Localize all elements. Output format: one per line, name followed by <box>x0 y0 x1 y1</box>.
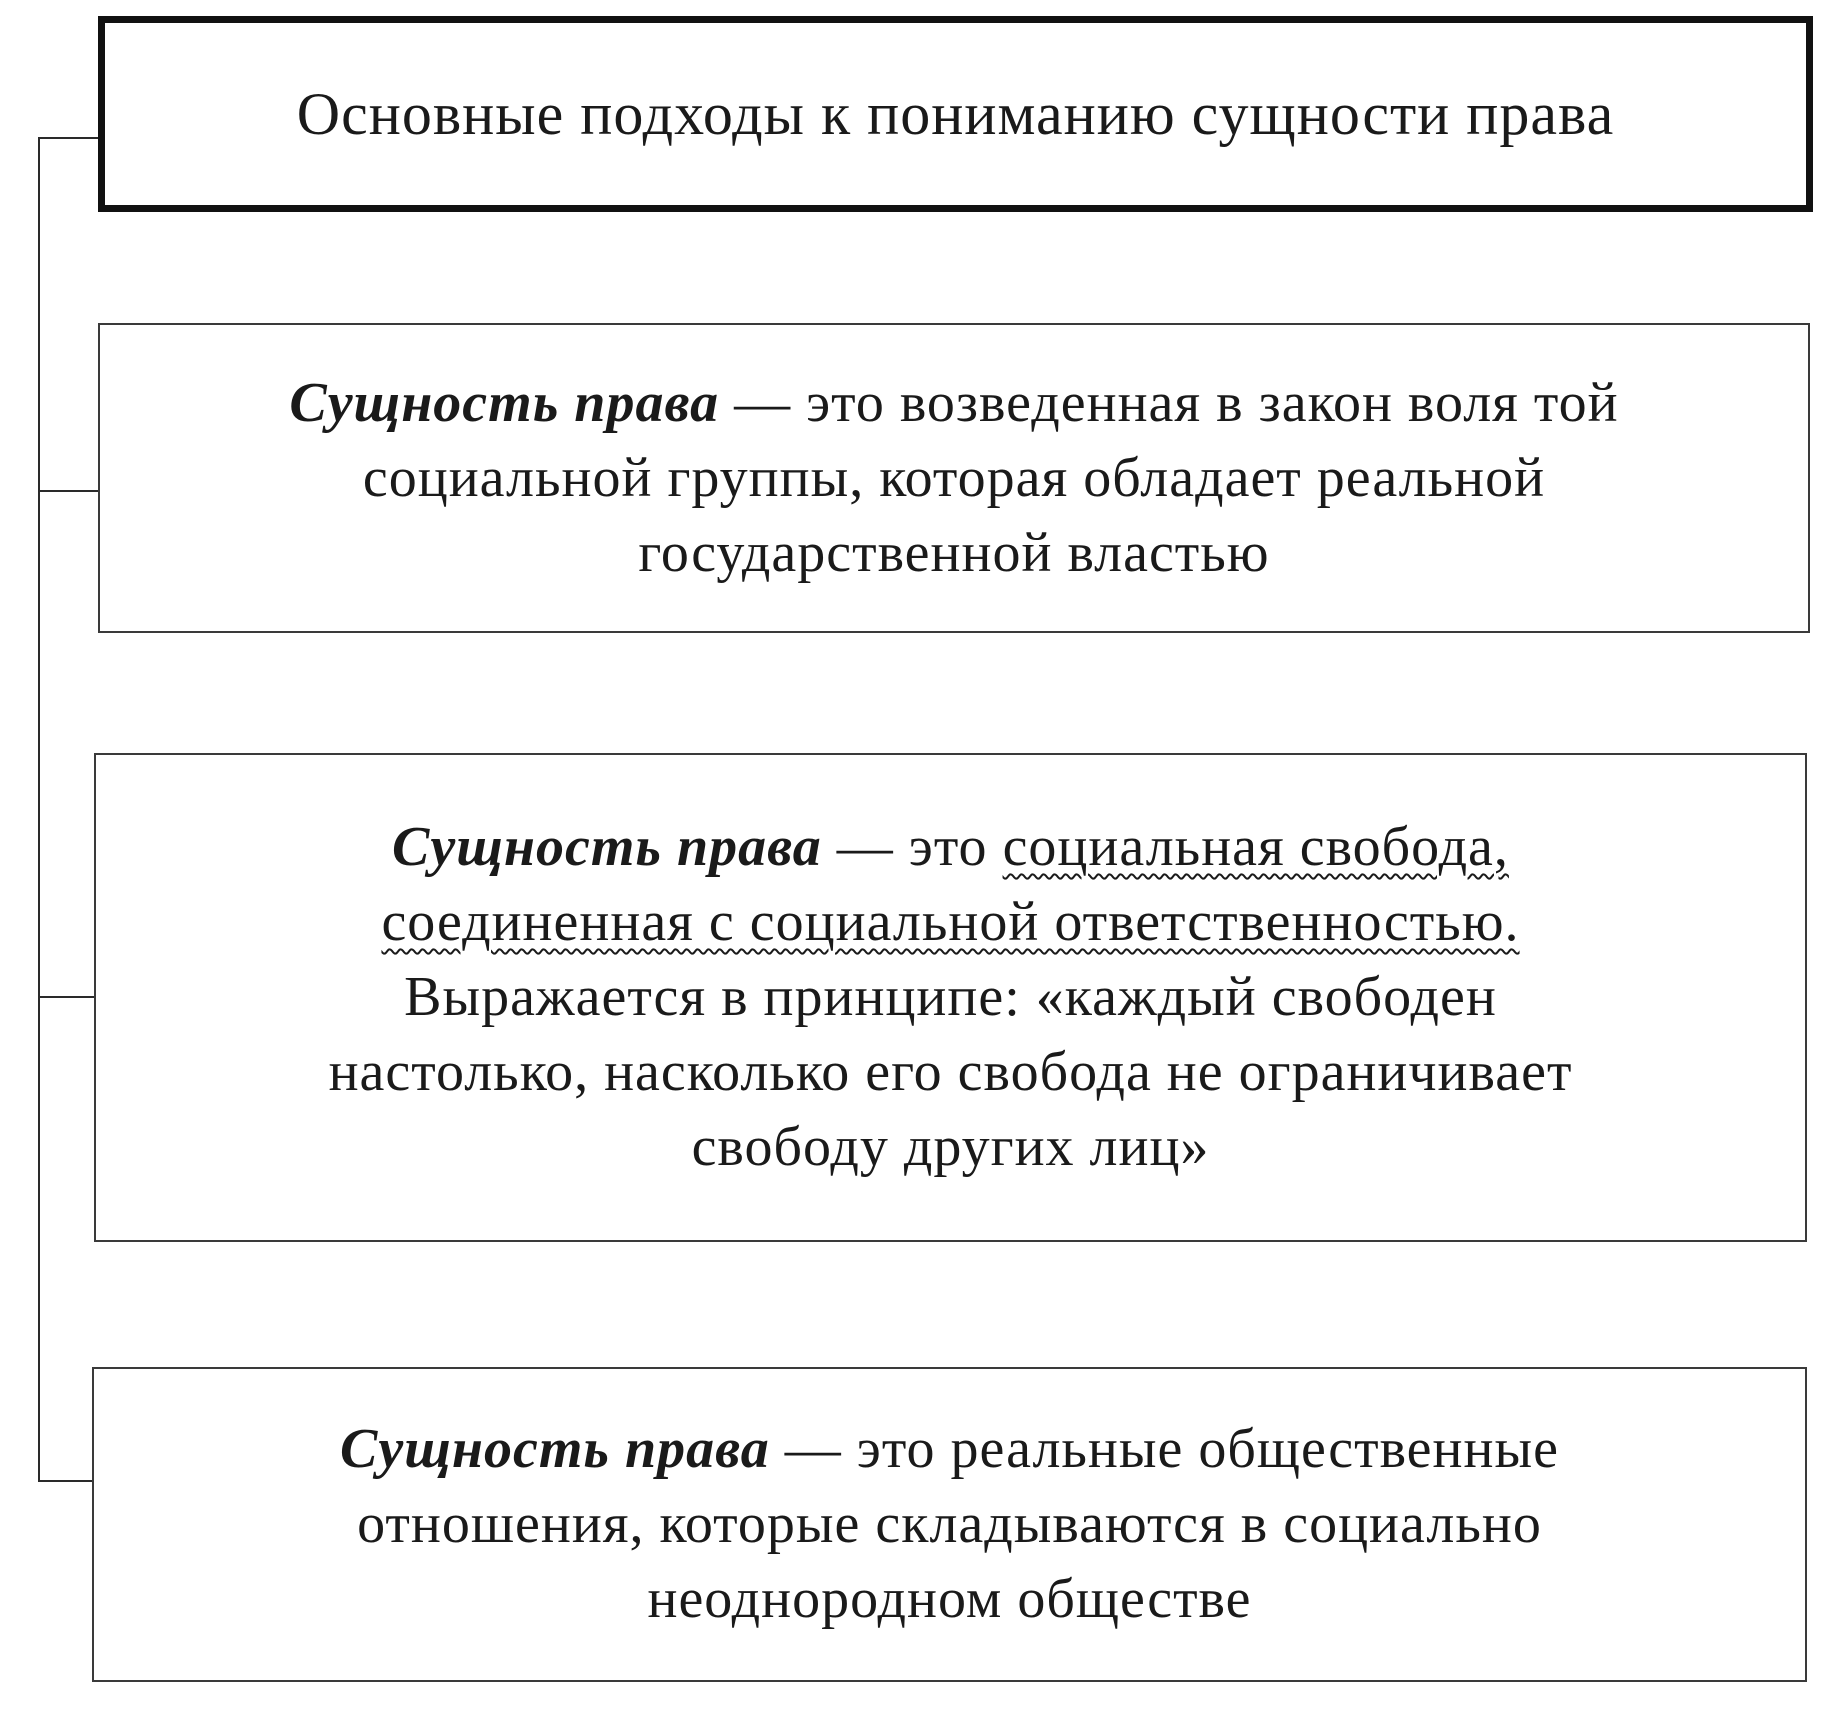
approach-3-term: Сущность права <box>340 1418 770 1480</box>
connector-branch-approach-1 <box>38 490 98 492</box>
approach-1-term: Сущность права <box>289 371 720 434</box>
approach-text-1 <box>289 366 1618 591</box>
approach-3-dash: — <box>769 1418 857 1480</box>
approach-2-line-5: свободу других лиц» <box>691 1116 1210 1178</box>
approach-2-underlined-phrase-2: соединенная с социальной ответственностью. <box>381 891 1520 953</box>
approach-text-2 <box>329 810 1573 1185</box>
title-box <box>98 16 1813 212</box>
approach-1-line-1 <box>289 366 1618 441</box>
connector-trunk <box>38 137 40 1482</box>
connector-branch-title <box>38 137 98 139</box>
approach-2-term: Сущность права <box>392 816 822 878</box>
diagram-title: Основные подходы к пониманию сущности права <box>296 81 1615 147</box>
approach-1-text-line-1: это возведенная в закон воля той <box>806 371 1619 434</box>
approach-3-line-3: неоднородном обществе <box>647 1568 1252 1630</box>
approach-2-dash: — <box>821 816 909 878</box>
connector-branch-approach-3 <box>38 1480 92 1482</box>
approach-3-line-2: отношения, которые складываются в социально <box>357 1493 1542 1555</box>
approach-2-line-1 <box>329 810 1573 885</box>
approach-box-1 <box>98 323 1810 633</box>
approach-2-line-4: настолько, насколько его свобода не ограничивает <box>328 1041 1573 1103</box>
approach-2-text-plain: это <box>908 816 1003 878</box>
approach-1-line-2: социальной группы, которая обладает реальной <box>362 446 1546 509</box>
approach-box-3 <box>92 1367 1807 1682</box>
approach-2-line-3: Выражается в принципе: «каждый свободен <box>404 966 1497 1028</box>
approach-3-text-line-1: это реальные общественные <box>856 1418 1559 1480</box>
approach-text-3 <box>340 1412 1559 1637</box>
approach-3-line-1 <box>340 1412 1559 1487</box>
approach-1-line-3: государственной властью <box>638 521 1270 584</box>
approach-1-dash: — <box>719 371 807 434</box>
approach-2-line-2 <box>329 885 1573 960</box>
connector-branch-approach-2 <box>38 996 94 998</box>
approach-2-underlined-phrase-1: социальная свобода, <box>1002 816 1509 878</box>
approach-box-2 <box>94 753 1807 1242</box>
